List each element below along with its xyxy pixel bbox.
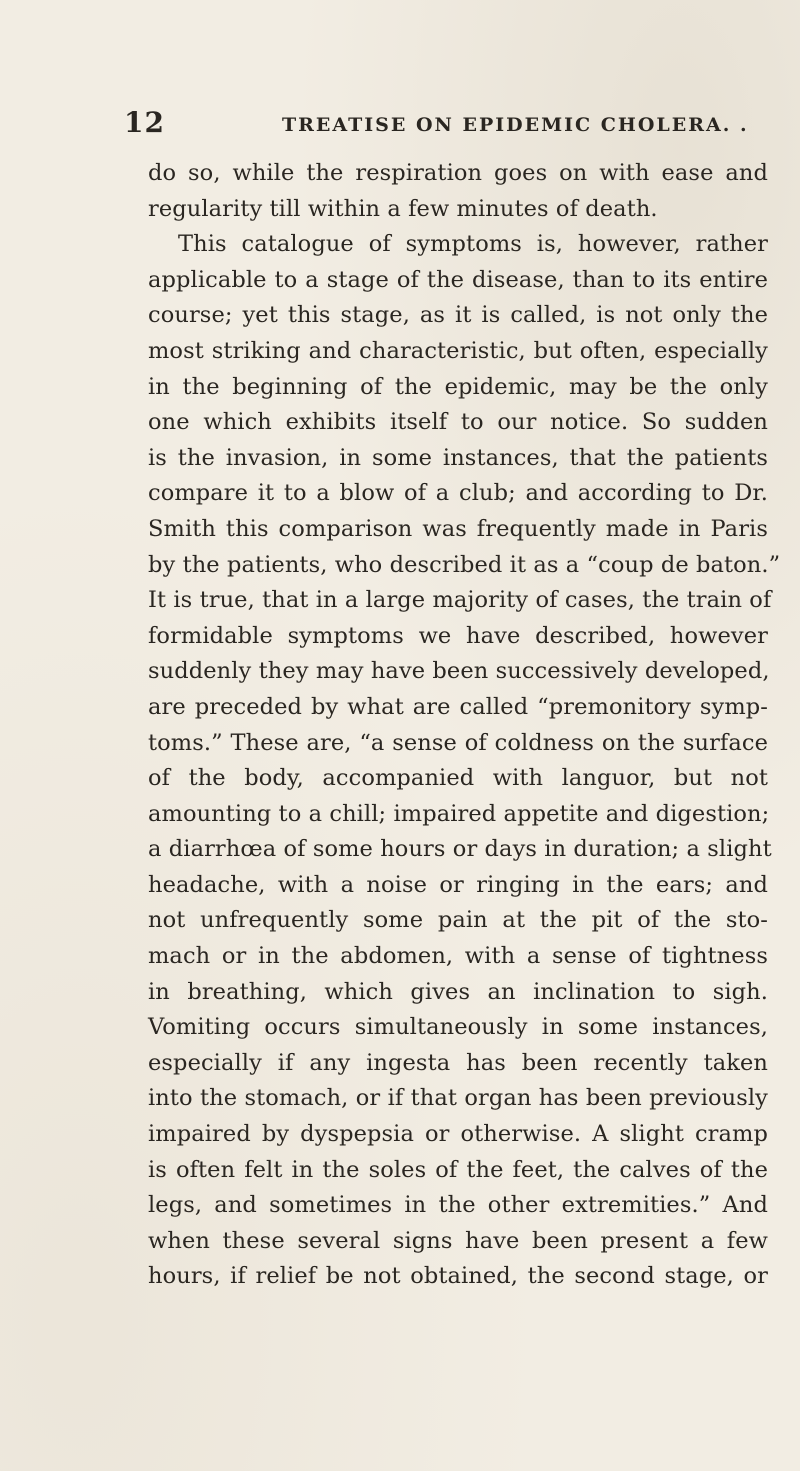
text-line: headache, with a noise or ringing in the ears; and xyxy=(148,871,768,898)
text-line: hours, if relief be not obtained, the second stage, or xyxy=(148,1263,768,1290)
text-line: It is true, that in a large majority of cases, the train of xyxy=(148,587,772,614)
text-line: into the stomach, or if that organ has been previously xyxy=(148,1085,768,1112)
text-line: in breathing, which gives an inclination to sigh. xyxy=(148,978,768,1005)
text-line: of the body, accompanied with languor, but not xyxy=(148,765,768,792)
body-text xyxy=(148,156,781,1295)
running-head xyxy=(124,106,764,146)
text-line: a diarrhœa of some hours or days in duration; a slight xyxy=(148,836,772,863)
text-line: most striking and characteristic, but often, especially xyxy=(148,337,768,364)
text-line: do so, while the respiration goes on with ease and xyxy=(148,160,768,186)
text-line: applicable to a stage of the disease, than to its entire xyxy=(148,266,768,293)
text-line: when these several signs have been present a few xyxy=(148,1227,768,1254)
text-line: are preceded by what are called “premonitory symp- xyxy=(148,693,768,720)
text-line: not unfrequently some pain at the pit of the sto- xyxy=(148,907,768,934)
text-line: toms.” These are, “a sense of coldness on the surface xyxy=(148,729,768,756)
text-line: Smith this comparison was frequently made in Paris xyxy=(148,515,768,542)
text-line: is the invasion, in some instances, that the patients xyxy=(148,444,768,471)
text-line: in the beginning of the epidemic, may be the only xyxy=(148,373,768,400)
text-line: legs, and sometimes in the other extremities.” And xyxy=(148,1192,768,1219)
text-line: formidable symptoms we have described, however xyxy=(148,622,768,649)
page-number: 12 xyxy=(124,106,165,139)
text-line: mach or in the abdomen, with a sense of tightness xyxy=(148,943,768,970)
text-line: one which exhibits itself to our notice. So sudden xyxy=(148,409,768,436)
text-line: especially if any ingesta has been recently taken xyxy=(148,1049,768,1076)
running-title: TREATISE ON EPIDEMIC CHOLERA. . xyxy=(282,114,749,136)
text-line: regularity till within a few minutes of death. xyxy=(148,195,658,222)
text-line: suddenly they may have been successively developed, xyxy=(148,658,770,685)
text-line: is often felt in the soles of the feet, the calves of the xyxy=(148,1156,768,1183)
text-line: course; yet this stage, as it is called, is not only the xyxy=(148,302,768,329)
text-line: impaired by dyspepsia or otherwise. A slight cramp xyxy=(148,1121,768,1148)
text-line: This catalogue of symptoms is, however, rather xyxy=(178,231,768,258)
text-line: Vomiting occurs simultaneously in some instances, xyxy=(148,1014,768,1041)
text-line: amounting to a chill; impaired appetite and digestion; xyxy=(148,800,770,827)
text-line: compare it to a blow of a club; and according to Dr. xyxy=(148,480,768,507)
text-line: by the patients, who described it as a “coup de baton.” xyxy=(148,551,781,578)
